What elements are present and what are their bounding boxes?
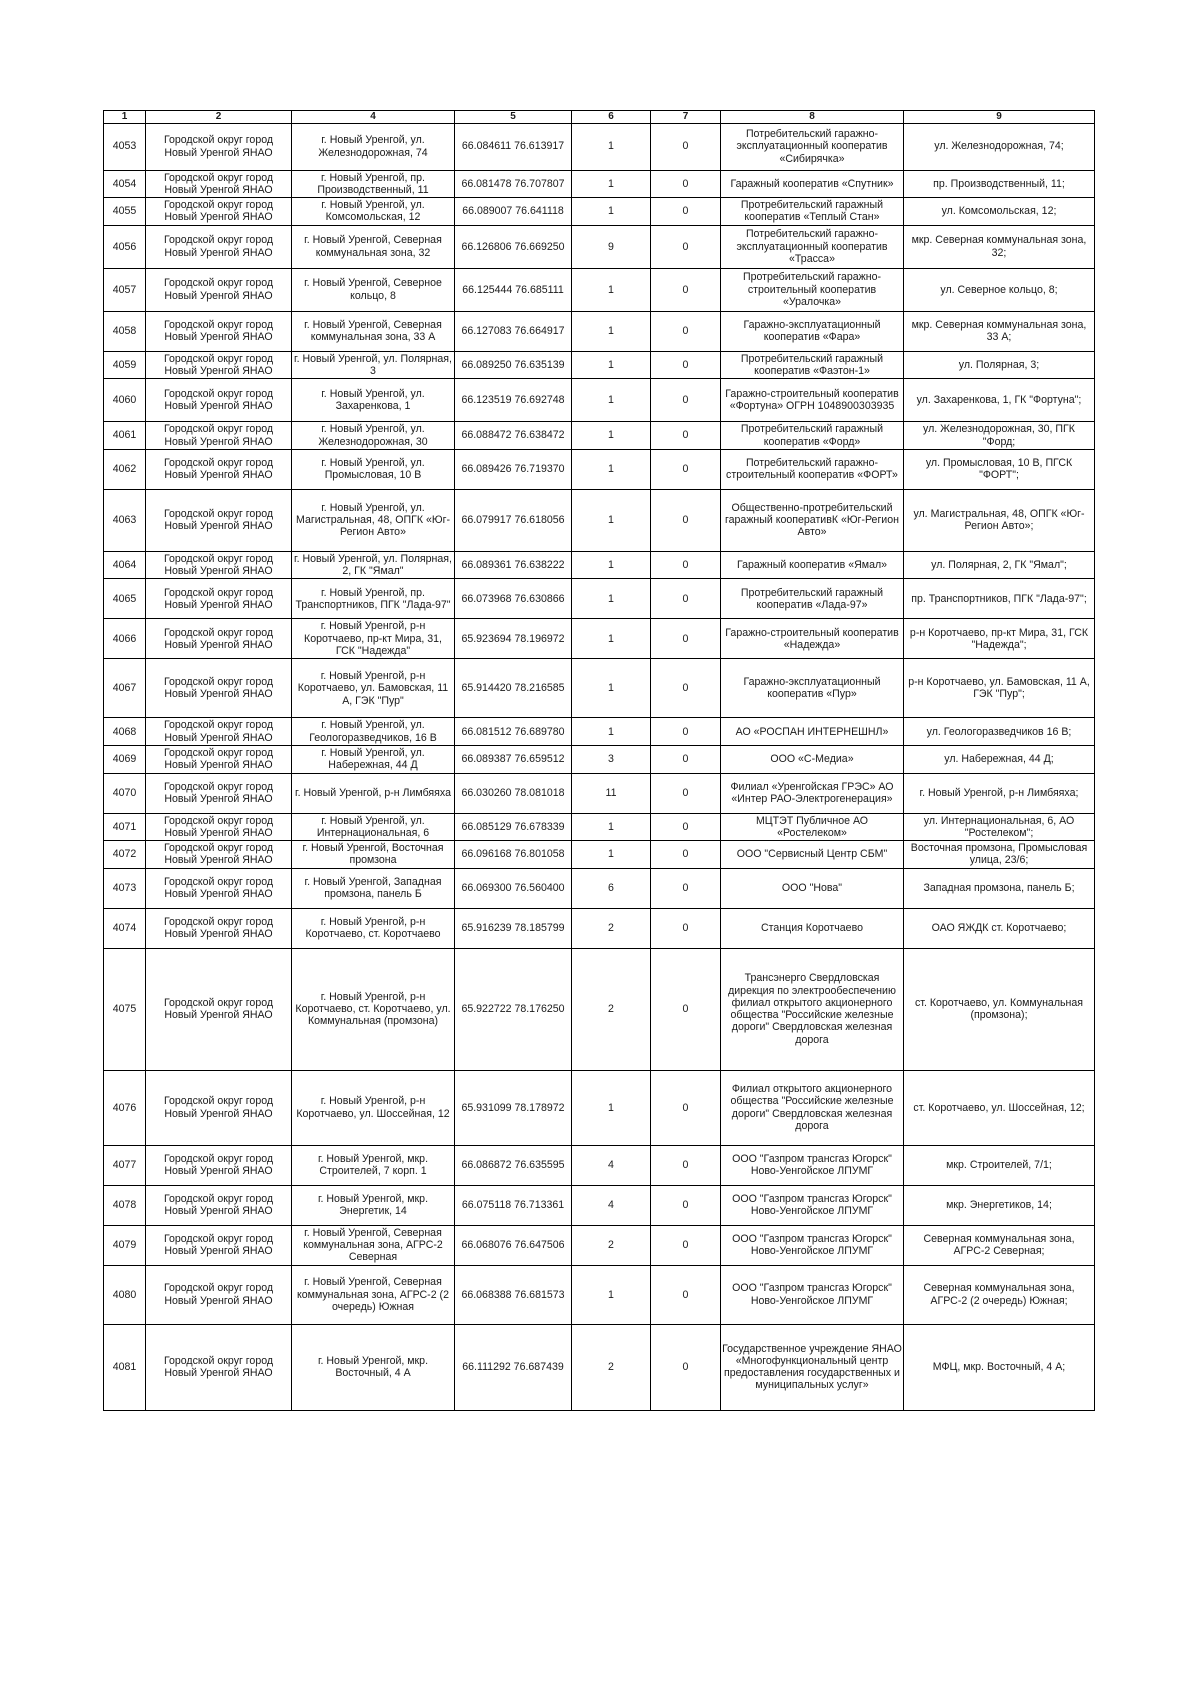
table-row [104, 123, 1095, 170]
cell-coordinates: 65.916239 78.185799 [455, 908, 572, 948]
cell-location: ОАО ЯЖДК ст. Коротчаево; [904, 908, 1095, 948]
cell-organization: Протребительский гаражный кооператив «Фаэтон-1» [721, 351, 904, 379]
cell-coordinates: 66.089250 76.635139 [455, 351, 572, 379]
cell-row-number: 4073 [104, 868, 146, 908]
cell-location: ст. Коротчаево, ул. Шоссейная, 12; [904, 1070, 1095, 1145]
cell-count: 2 [572, 948, 651, 1070]
cell-organization: Потребительский гаражно-строительный кооператив «ФОРТ» [721, 449, 904, 489]
cell-address: г. Новый Уренгой, ул. Геологоразведчиков, 16 В [292, 718, 455, 746]
cell-municipality: Городской округ город Новый Уренгой ЯНАО [146, 123, 292, 170]
cell-count: 1 [572, 619, 651, 659]
cell-count: 4 [572, 1145, 651, 1185]
cell-organization: Гаражно-строительный кооператив «Фортуна» ОГРН 1048900303935 [721, 379, 904, 422]
cell-organization: Гаражный кооператив «Спутник» [721, 170, 904, 198]
cell-zero: 0 [651, 813, 721, 841]
cell-address: г. Новый Уренгой, Северная коммунальная зона, 33 А [292, 311, 455, 351]
cell-organization: ООО "Нова" [721, 868, 904, 908]
header-cell: 7 [651, 111, 721, 124]
cell-row-number: 4079 [104, 1225, 146, 1265]
cell-municipality: Городской округ город Новый Уренгой ЯНАО [146, 225, 292, 268]
cell-municipality: Городской округ город Новый Уренгой ЯНАО [146, 311, 292, 351]
cell-zero: 0 [651, 489, 721, 551]
cell-organization: Потребительский гаражно-эксплуатационный кооператив «Трасса» [721, 225, 904, 268]
cell-address: г. Новый Уренгой, ул. Железнодорожная, 74 [292, 123, 455, 170]
cell-address: г. Новый Уренгой, Северная коммунальная зона, АГРС-2 (2 очередь) Южная [292, 1265, 455, 1324]
cell-location: ул. Захаренкова, 1, ГК "Фортуна"; [904, 379, 1095, 422]
table-row [104, 868, 1095, 908]
table-body [104, 123, 1095, 1410]
table-row [104, 1225, 1095, 1265]
cell-count: 1 [572, 268, 651, 311]
table-row [104, 773, 1095, 813]
cell-organization: ООО "Газпром трансгаз Югорск" Ново-Уенгойское ЛПУМГ [721, 1185, 904, 1225]
cell-row-number: 4069 [104, 745, 146, 773]
cell-organization: Гаражно-эксплуатационный кооператив «Фара» [721, 311, 904, 351]
table-row [104, 351, 1095, 379]
cell-coordinates: 65.923694 78.196972 [455, 619, 572, 659]
table-row [104, 813, 1095, 841]
cell-municipality: Городской округ город Новый Уренгой ЯНАО [146, 489, 292, 551]
cell-count: 1 [572, 489, 651, 551]
cell-count: 1 [572, 813, 651, 841]
cell-count: 1 [572, 449, 651, 489]
cell-organization: Филиал открытого акционерного общества "Российские железные дороги" Свердловская железная дорога [721, 1070, 904, 1145]
cell-count: 2 [572, 1324, 651, 1410]
cell-coordinates: 66.081512 76.689780 [455, 718, 572, 746]
cell-location: Восточная промзона, Промысловая улица, 23/6; [904, 841, 1095, 869]
cell-organization: ООО "Газпром трансгаз Югорск" Ново-Уенгойское ЛПУМГ [721, 1145, 904, 1185]
table-row [104, 225, 1095, 268]
cell-location: мкр. Энергетиков, 14; [904, 1185, 1095, 1225]
cell-address: г. Новый Уренгой, р-н Коротчаево, ул. Шоссейная, 12 [292, 1070, 455, 1145]
cell-coordinates: 66.073968 76.630866 [455, 579, 572, 619]
cell-coordinates: 66.089387 76.659512 [455, 745, 572, 773]
cell-row-number: 4068 [104, 718, 146, 746]
cell-organization: Протребительский гаражный кооператив «Лада-97» [721, 579, 904, 619]
table-row [104, 1265, 1095, 1324]
cell-row-number: 4075 [104, 948, 146, 1070]
cell-municipality: Городской округ город Новый Уренгой ЯНАО [146, 1145, 292, 1185]
cell-organization: МЦТЭТ Публичное АО «Ростелеком» [721, 813, 904, 841]
cell-row-number: 4054 [104, 170, 146, 198]
cell-coordinates: 66.081478 76.707807 [455, 170, 572, 198]
cell-zero: 0 [651, 1225, 721, 1265]
cell-row-number: 4053 [104, 123, 146, 170]
cell-zero: 0 [651, 619, 721, 659]
cell-address: г. Новый Уренгой, р-н Коротчаево, пр-кт Мира, 31, ГСК "Надежда" [292, 619, 455, 659]
cell-address: г. Новый Уренгой, р-н Коротчаево, ст. Коротчаево, ул. Коммунальная (промзона) [292, 948, 455, 1070]
cell-zero: 0 [651, 123, 721, 170]
cell-location: ул. Железнодорожная, 30, ПГК "Форд; [904, 422, 1095, 450]
cell-count: 1 [572, 379, 651, 422]
cell-count: 1 [572, 351, 651, 379]
cell-organization: Потребительский гаражно-эксплуатационный кооператив «Сибирячка» [721, 123, 904, 170]
cell-coordinates: 66.069300 76.560400 [455, 868, 572, 908]
cell-zero: 0 [651, 868, 721, 908]
cell-coordinates: 66.086872 76.635595 [455, 1145, 572, 1185]
cell-zero: 0 [651, 745, 721, 773]
cell-row-number: 4057 [104, 268, 146, 311]
cell-location: МФЦ, мкр. Восточный, 4 А; [904, 1324, 1095, 1410]
cell-municipality: Городской округ город Новый Уренгой ЯНАО [146, 619, 292, 659]
cell-municipality: Городской округ город Новый Уренгой ЯНАО [146, 422, 292, 450]
cell-coordinates: 66.085129 76.678339 [455, 813, 572, 841]
table-row [104, 908, 1095, 948]
cell-municipality: Городской округ город Новый Уренгой ЯНАО [146, 1225, 292, 1265]
cell-row-number: 4059 [104, 351, 146, 379]
cell-location: мкр. Строителей, 7/1; [904, 1145, 1095, 1185]
cell-zero: 0 [651, 311, 721, 351]
cell-coordinates: 66.126806 76.669250 [455, 225, 572, 268]
cell-count: 1 [572, 1265, 651, 1324]
cell-organization: Государственное учреждение ЯНАО «Многофункциональный центр предоставления государственных и муниципальных услуг» [721, 1324, 904, 1410]
cell-location: г. Новый Уренгой, р-н Лимбяяха; [904, 773, 1095, 813]
cell-row-number: 4064 [104, 551, 146, 579]
cell-municipality: Городской округ город Новый Уренгой ЯНАО [146, 718, 292, 746]
cell-location: р-н Коротчаево, ул. Бамовская, 11 А, ГЭК "Пур"; [904, 659, 1095, 718]
cell-address: г. Новый Уренгой, ул. Захаренкова, 1 [292, 379, 455, 422]
cell-municipality: Городской округ город Новый Уренгой ЯНАО [146, 1185, 292, 1225]
cell-zero: 0 [651, 659, 721, 718]
cell-address: г. Новый Уренгой, ул. Полярная, 3 [292, 351, 455, 379]
cell-address: г. Новый Уренгой, мкр. Восточный, 4 А [292, 1324, 455, 1410]
cell-municipality: Городской округ город Новый Уренгой ЯНАО [146, 1324, 292, 1410]
registry-table [103, 110, 1095, 1411]
cell-location: ул. Геологоразведчиков 16 В; [904, 718, 1095, 746]
cell-count: 1 [572, 579, 651, 619]
cell-address: г. Новый Уренгой, ул. Набережная, 44 Д [292, 745, 455, 773]
cell-municipality: Городской округ город Новый Уренгой ЯНАО [146, 813, 292, 841]
cell-location: ул. Промысловая, 10 В, ПГСК "ФОРТ"; [904, 449, 1095, 489]
cell-count: 3 [572, 745, 651, 773]
cell-zero: 0 [651, 1145, 721, 1185]
cell-row-number: 4060 [104, 379, 146, 422]
cell-address: г. Новый Уренгой, ул. Интернациональная, 6 [292, 813, 455, 841]
cell-coordinates: 65.914420 78.216585 [455, 659, 572, 718]
table-row [104, 379, 1095, 422]
cell-location: ул. Магистральная, 48, ОПГК «Юг-Регион Авто»; [904, 489, 1095, 551]
table-row [104, 745, 1095, 773]
cell-count: 9 [572, 225, 651, 268]
cell-zero: 0 [651, 351, 721, 379]
cell-municipality: Городской округ город Новый Уренгой ЯНАО [146, 1070, 292, 1145]
cell-count: 6 [572, 868, 651, 908]
cell-organization: Гаражно-строительный кооператив «Надежда» [721, 619, 904, 659]
cell-municipality: Городской округ город Новый Уренгой ЯНАО [146, 908, 292, 948]
cell-count: 11 [572, 773, 651, 813]
cell-municipality: Городской округ город Новый Уренгой ЯНАО [146, 659, 292, 718]
cell-coordinates: 66.075118 76.713361 [455, 1185, 572, 1225]
cell-location: ст. Коротчаево, ул. Коммунальная (промзона); [904, 948, 1095, 1070]
cell-address: г. Новый Уренгой, мкр. Энергетик, 14 [292, 1185, 455, 1225]
cell-zero: 0 [651, 1070, 721, 1145]
cell-zero: 0 [651, 1265, 721, 1324]
cell-address: г. Новый Уренгой, ул. Промысловая, 10 В [292, 449, 455, 489]
cell-row-number: 4065 [104, 579, 146, 619]
table-row [104, 311, 1095, 351]
cell-count: 1 [572, 841, 651, 869]
table-row [104, 268, 1095, 311]
cell-coordinates: 65.931099 78.178972 [455, 1070, 572, 1145]
cell-location: ул. Комсомольская, 12; [904, 198, 1095, 226]
cell-location: пр. Производственный, 11; [904, 170, 1095, 198]
table-row [104, 449, 1095, 489]
cell-municipality: Городской округ город Новый Уренгой ЯНАО [146, 268, 292, 311]
cell-count: 1 [572, 551, 651, 579]
cell-municipality: Городской округ город Новый Уренгой ЯНАО [146, 379, 292, 422]
cell-address: г. Новый Уренгой, Восточная промзона [292, 841, 455, 869]
cell-row-number: 4056 [104, 225, 146, 268]
table-row [104, 551, 1095, 579]
cell-zero: 0 [651, 908, 721, 948]
header-cell: 5 [455, 111, 572, 124]
cell-row-number: 4061 [104, 422, 146, 450]
table-row [104, 489, 1095, 551]
cell-organization: Станция Коротчаево [721, 908, 904, 948]
cell-organization: ООО «С-Медиа» [721, 745, 904, 773]
cell-location: ул. Железнодорожная, 74; [904, 123, 1095, 170]
cell-row-number: 4058 [104, 311, 146, 351]
table-row [104, 170, 1095, 198]
cell-organization: Протребительский гаражный кооператив «Теплый Стан» [721, 198, 904, 226]
cell-location: ул. Полярная, 3; [904, 351, 1095, 379]
table-row [104, 1070, 1095, 1145]
table-row [104, 1145, 1095, 1185]
cell-municipality: Городской округ город Новый Уренгой ЯНАО [146, 198, 292, 226]
cell-address: г. Новый Уренгой, р-н Коротчаево, ул. Бамовская, 11 А, ГЭК "Пур" [292, 659, 455, 718]
cell-coordinates: 66.089426 76.719370 [455, 449, 572, 489]
header-cell: 8 [721, 111, 904, 124]
cell-zero: 0 [651, 773, 721, 813]
cell-count: 2 [572, 908, 651, 948]
cell-location: ул. Северное кольцо, 8; [904, 268, 1095, 311]
cell-municipality: Городской округ город Новый Уренгой ЯНАО [146, 351, 292, 379]
cell-coordinates: 66.125444 76.685111 [455, 268, 572, 311]
table-row [104, 1324, 1095, 1410]
cell-location: Западная промзона, панель Б; [904, 868, 1095, 908]
cell-zero: 0 [651, 170, 721, 198]
header-cell: 9 [904, 111, 1095, 124]
cell-zero: 0 [651, 551, 721, 579]
table-row [104, 619, 1095, 659]
cell-zero: 0 [651, 225, 721, 268]
cell-coordinates: 66.030260 78.081018 [455, 773, 572, 813]
cell-zero: 0 [651, 268, 721, 311]
cell-organization: Гаражно-эксплуатационный кооператив «Пур» [721, 659, 904, 718]
cell-zero: 0 [651, 579, 721, 619]
cell-municipality: Городской округ город Новый Уренгой ЯНАО [146, 773, 292, 813]
cell-municipality: Городской округ город Новый Уренгой ЯНАО [146, 841, 292, 869]
cell-address: г. Новый Уренгой, пр. Транспортников, ПГК "Лада-97" [292, 579, 455, 619]
cell-organization: ООО "Сервисный Центр СБМ" [721, 841, 904, 869]
cell-zero: 0 [651, 1324, 721, 1410]
cell-row-number: 4055 [104, 198, 146, 226]
cell-count: 2 [572, 1225, 651, 1265]
cell-location: ул. Интернациональная, 6, АО "Ростелеком"; [904, 813, 1095, 841]
cell-zero: 0 [651, 449, 721, 489]
cell-address: г. Новый Уренгой, ул. Магистральная, 48, ОПГК «Юг-Регион Авто» [292, 489, 455, 551]
cell-count: 1 [572, 659, 651, 718]
cell-location: Северная коммунальная зона, АГРС-2 Северная; [904, 1225, 1095, 1265]
cell-organization: ООО "Газпром трансгаз Югорск" Ново-Уенгойское ЛПУМГ [721, 1265, 904, 1324]
table-row [104, 841, 1095, 869]
cell-count: 4 [572, 1185, 651, 1225]
cell-address: г. Новый Уренгой, мкр. Строителей, 7 корп. 1 [292, 1145, 455, 1185]
cell-count: 1 [572, 170, 651, 198]
cell-zero: 0 [651, 841, 721, 869]
cell-address: г. Новый Уренгой, Северное кольцо, 8 [292, 268, 455, 311]
header-cell: 2 [146, 111, 292, 124]
cell-zero: 0 [651, 948, 721, 1070]
cell-organization: Филиал «Уренгойская ГРЭС» АО «Интер РАО-Электрогенерация» [721, 773, 904, 813]
cell-organization: АО «РОСПАН ИНТЕРНЕШНЛ» [721, 718, 904, 746]
cell-organization: Трансэнерго Свердловская дирекция по электрообеспечению филиал открытого акционерного общества "Российские железные дороги" Свердловская железная дорога [721, 948, 904, 1070]
cell-organization: Общественно-протребительский гаражный кооперативК «Юг-Регион Авто» [721, 489, 904, 551]
cell-municipality: Городской округ город Новый Уренгой ЯНАО [146, 868, 292, 908]
header-row [104, 111, 1095, 124]
cell-address: г. Новый Уренгой, ул. Комсомольская, 12 [292, 198, 455, 226]
cell-municipality: Городской округ город Новый Уренгой ЯНАО [146, 745, 292, 773]
cell-municipality: Городской округ город Новый Уренгой ЯНАО [146, 948, 292, 1070]
cell-address: г. Новый Уренгой, пр. Производственный, 11 [292, 170, 455, 198]
cell-zero: 0 [651, 1185, 721, 1225]
cell-location: ул. Набережная, 44 Д; [904, 745, 1095, 773]
cell-count: 1 [572, 123, 651, 170]
cell-location: мкр. Северная коммунальная зона, 32; [904, 225, 1095, 268]
cell-row-number: 4070 [104, 773, 146, 813]
cell-coordinates: 66.068388 76.681573 [455, 1265, 572, 1324]
cell-organization: Протребительский гаражный кооператив «Форд» [721, 422, 904, 450]
header-cell: 4 [292, 111, 455, 124]
cell-location: пр. Транспортников, ПГК "Лада-97"; [904, 579, 1095, 619]
cell-count: 1 [572, 1070, 651, 1145]
cell-zero: 0 [651, 718, 721, 746]
cell-coordinates: 66.127083 76.664917 [455, 311, 572, 351]
cell-coordinates: 66.079917 76.618056 [455, 489, 572, 551]
cell-organization: Гаражный кооператив «Ямал» [721, 551, 904, 579]
cell-count: 1 [572, 198, 651, 226]
cell-coordinates: 66.096168 76.801058 [455, 841, 572, 869]
cell-count: 1 [572, 422, 651, 450]
cell-zero: 0 [651, 379, 721, 422]
cell-zero: 0 [651, 422, 721, 450]
table-row [104, 948, 1095, 1070]
cell-row-number: 4063 [104, 489, 146, 551]
cell-count: 1 [572, 311, 651, 351]
cell-address: г. Новый Уренгой, Северная коммунальная зона, АГРС-2 Северная [292, 1225, 455, 1265]
cell-municipality: Городской округ город Новый Уренгой ЯНАО [146, 1265, 292, 1324]
table-row [104, 579, 1095, 619]
cell-organization: ООО "Газпром трансгаз Югорск" Ново-Уенгойское ЛПУМГ [721, 1225, 904, 1265]
cell-address: г. Новый Уренгой, ул. Полярная, 2, ГК "Ямал" [292, 551, 455, 579]
table-row [104, 659, 1095, 718]
cell-row-number: 4066 [104, 619, 146, 659]
cell-row-number: 4072 [104, 841, 146, 869]
cell-location: мкр. Северная коммунальная зона, 33 А; [904, 311, 1095, 351]
table-row [104, 718, 1095, 746]
cell-row-number: 4067 [104, 659, 146, 718]
cell-location: ул. Полярная, 2, ГК "Ямал"; [904, 551, 1095, 579]
cell-address: г. Новый Уренгой, Северная коммунальная зона, 32 [292, 225, 455, 268]
cell-address: г. Новый Уренгой, р-н Лимбяяха [292, 773, 455, 813]
cell-row-number: 4076 [104, 1070, 146, 1145]
cell-row-number: 4078 [104, 1185, 146, 1225]
cell-municipality: Городской округ город Новый Уренгой ЯНАО [146, 551, 292, 579]
header-cell: 6 [572, 111, 651, 124]
cell-municipality: Городской округ город Новый Уренгой ЯНАО [146, 170, 292, 198]
cell-coordinates: 66.089007 76.641118 [455, 198, 572, 226]
cell-coordinates: 66.088472 76.638472 [455, 422, 572, 450]
cell-row-number: 4074 [104, 908, 146, 948]
cell-coordinates: 65.922722 78.176250 [455, 948, 572, 1070]
cell-row-number: 4062 [104, 449, 146, 489]
cell-address: г. Новый Уренгой, р-н Коротчаево, ст. Коротчаево [292, 908, 455, 948]
cell-municipality: Городской округ город Новый Уренгой ЯНАО [146, 449, 292, 489]
cell-coordinates: 66.068076 76.647506 [455, 1225, 572, 1265]
cell-coordinates: 66.123519 76.692748 [455, 379, 572, 422]
cell-row-number: 4080 [104, 1265, 146, 1324]
table-row [104, 198, 1095, 226]
cell-count: 1 [572, 718, 651, 746]
table-row [104, 1185, 1095, 1225]
cell-coordinates: 66.084611 76.613917 [455, 123, 572, 170]
header-cell: 1 [104, 111, 146, 124]
cell-row-number: 4071 [104, 813, 146, 841]
cell-coordinates: 66.089361 76.638222 [455, 551, 572, 579]
cell-location: Северная коммунальная зона, АГРС-2 (2 очередь) Южная; [904, 1265, 1095, 1324]
cell-zero: 0 [651, 198, 721, 226]
cell-address: г. Новый Уренгой, ул. Железнодорожная, 30 [292, 422, 455, 450]
cell-coordinates: 66.111292 76.687439 [455, 1324, 572, 1410]
table-row [104, 422, 1095, 450]
cell-municipality: Городской округ город Новый Уренгой ЯНАО [146, 579, 292, 619]
cell-address: г. Новый Уренгой, Западная промзона, панель Б [292, 868, 455, 908]
cell-location: р-н Коротчаево, пр-кт Мира, 31, ГСК "Надежда"; [904, 619, 1095, 659]
cell-row-number: 4081 [104, 1324, 146, 1410]
cell-organization: Протребительский гаражно-строительный кооператив «Уралочка» [721, 268, 904, 311]
cell-row-number: 4077 [104, 1145, 146, 1185]
